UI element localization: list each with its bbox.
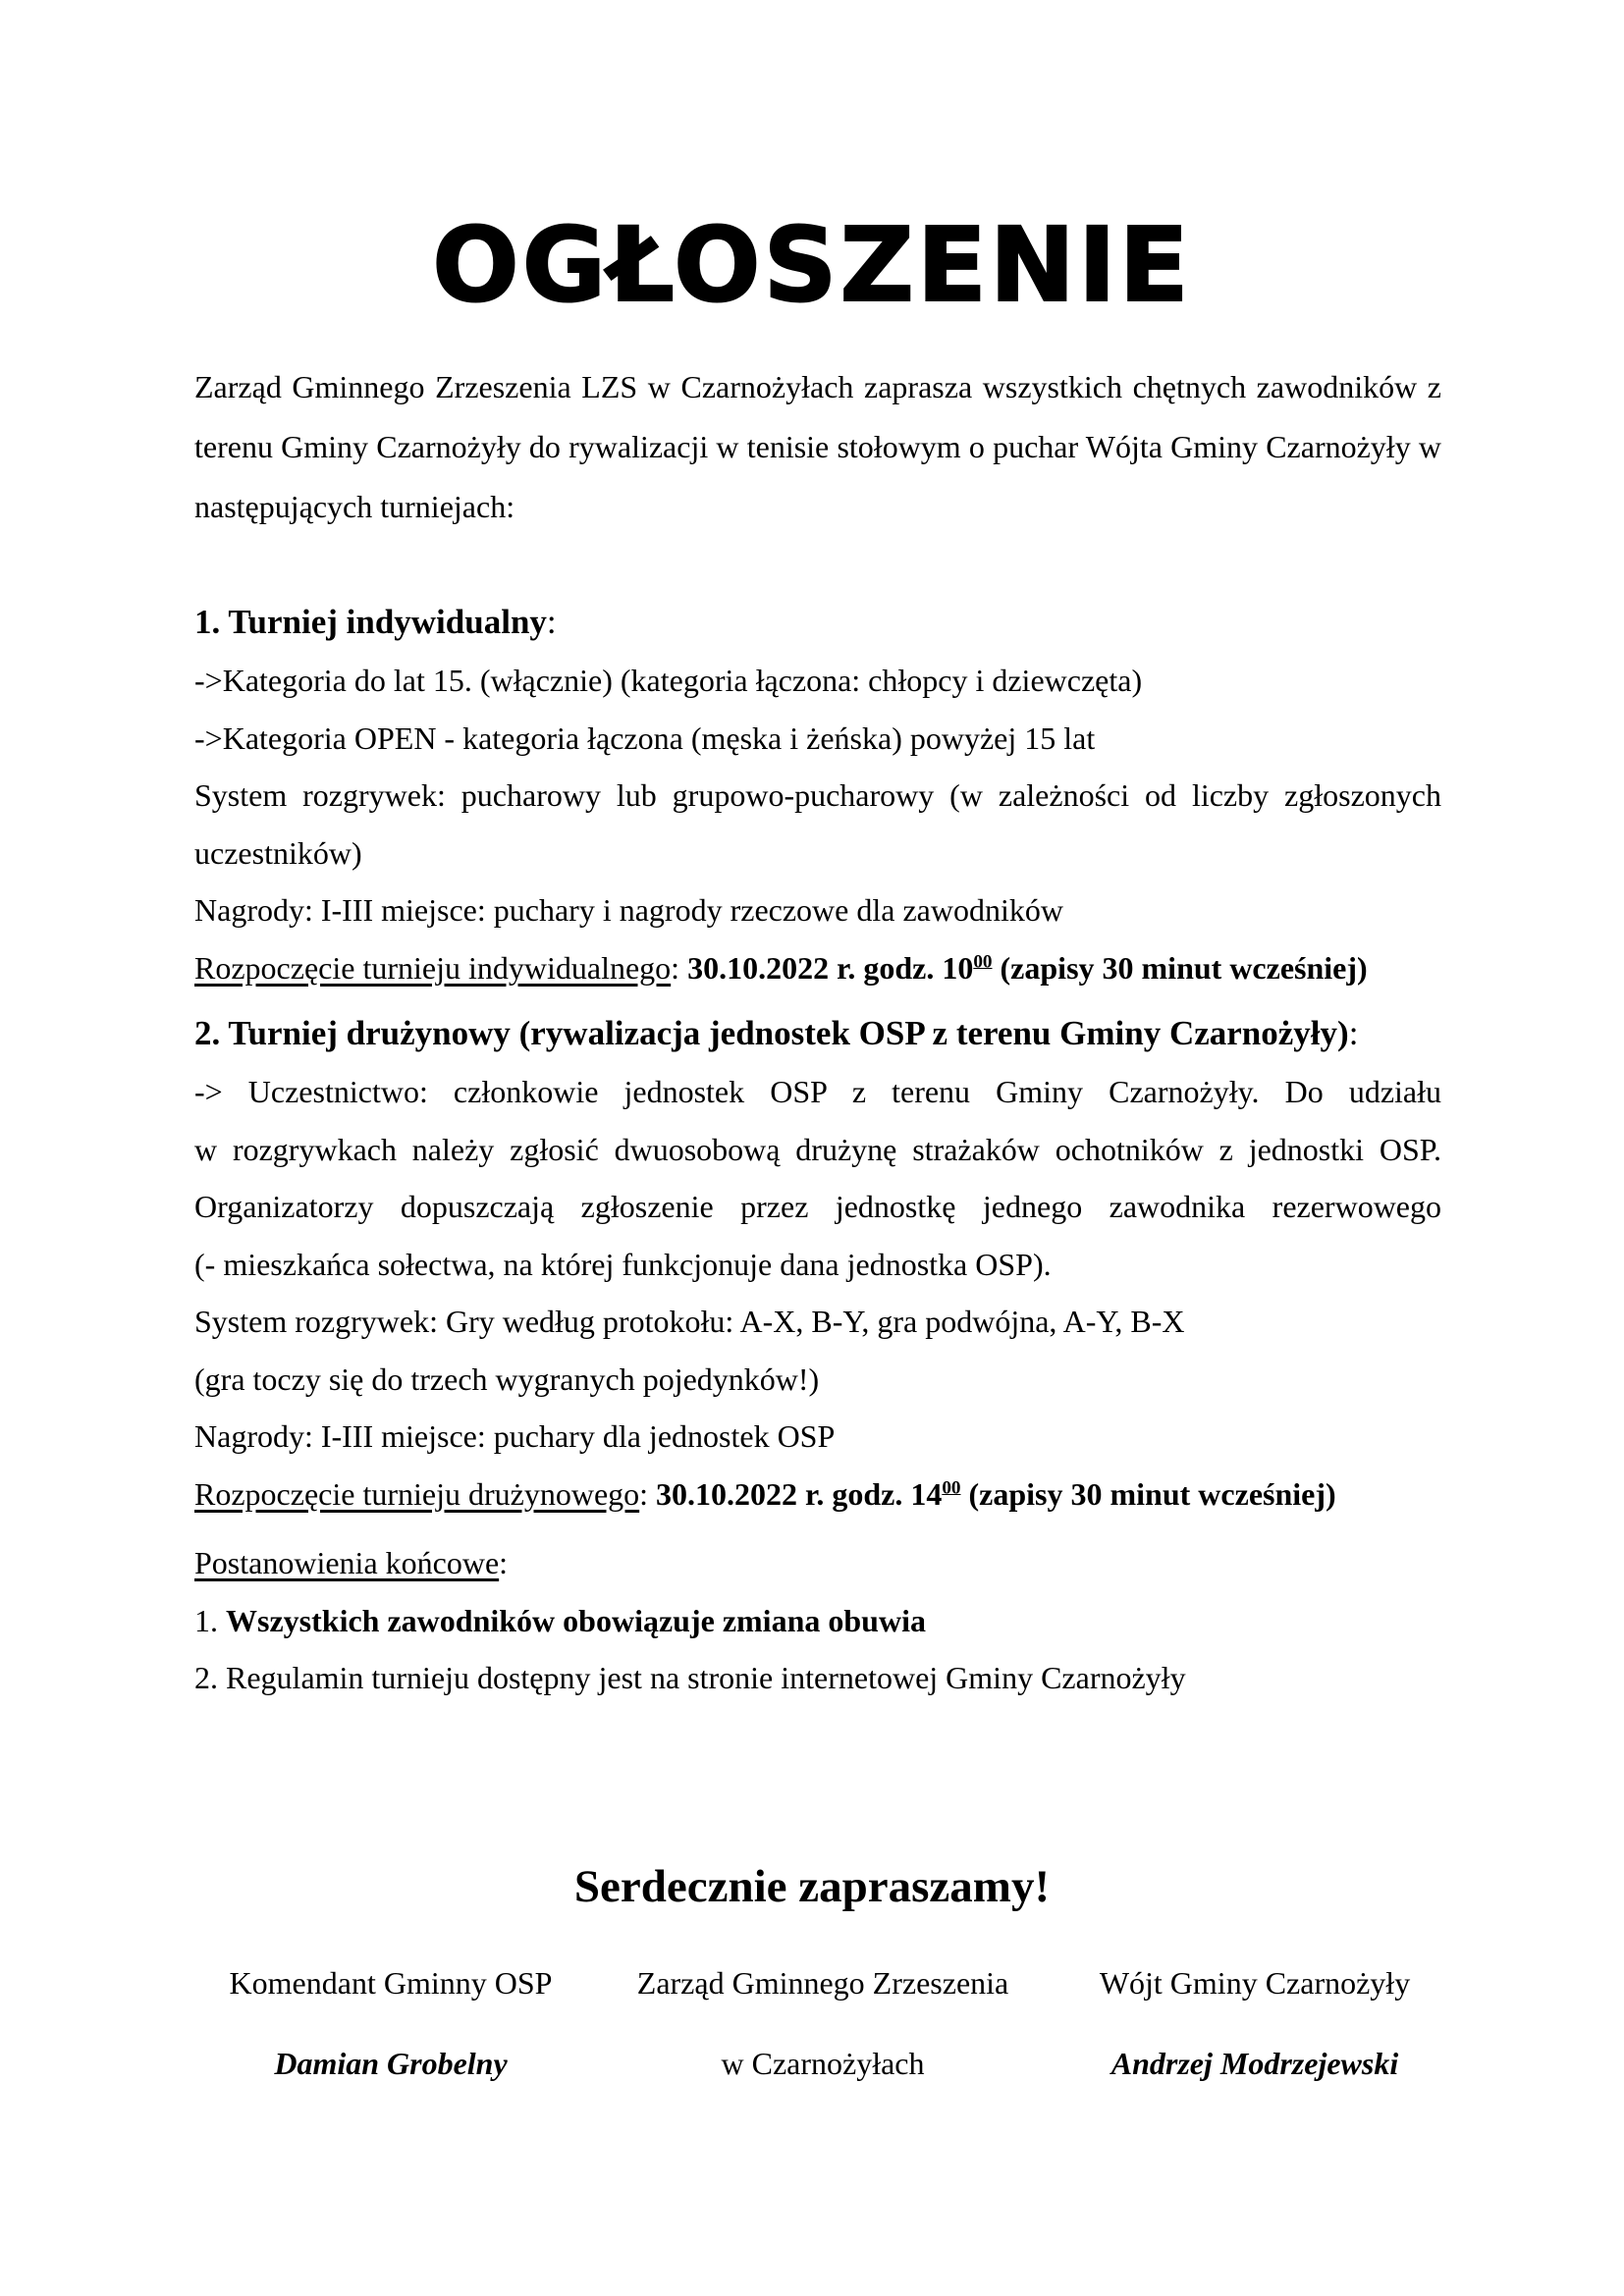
section-2-line: Organizatorzy dopuszczają zgłoszenie przez jednostkę jednego zawodnika rezerwowego — [194, 1189, 1441, 1224]
final-provision-item — [194, 1592, 1441, 1650]
signature-role: Komendant Gminny OSP — [229, 1965, 553, 2001]
section-2-start — [194, 1466, 1441, 1523]
signature-name: w Czarnożyłach — [721, 2046, 925, 2081]
section-2-heading-text: 2. Turniej drużynowy (rywalizacja jednostek OSP z terenu Gminy Czarnożyły) — [194, 1014, 1349, 1052]
section-1-start — [194, 939, 1441, 997]
section-1-start-label: Rozpoczęcie turnieju indywidualnego — [194, 949, 672, 986]
signature-role: Zarząd Gminnego Zrzeszenia — [636, 1965, 1009, 2001]
section-1-item: ->Kategoria OPEN - kategoria łączona (męska i żeńska) powyżej 15 lat — [194, 720, 1096, 756]
final-provision-item-text: Wszystkich zawodników obowiązuje zmiana obuwia — [226, 1602, 926, 1638]
signature-name: Damian Grobelny — [274, 2046, 508, 2081]
section-1-item: Nagrody: I-III miejsce: puchary i nagrody rzeczowe dla zawodników — [194, 892, 1063, 928]
section-2-heading — [194, 1004, 1441, 1063]
final-provision-item-number: 1. — [194, 1602, 226, 1638]
section-1-start-minutes: 00 — [973, 950, 993, 972]
intro-paragraph: Zarząd Gminnego Zrzeszenia LZS w Czarnożyłach zaprasza wszystkich chętnych zawodników z terenu Gminy Czarnożyły do rywalizacji w tenisie stołowym o puchar Wójta Gminy Czarnożyły w następujących turniejach: — [194, 369, 1441, 524]
section-2-line: w rozgrywkach należy zgłosić dwuosobową drużynę strażaków ochotników z jednostki OSP. — [194, 1131, 1441, 1167]
page-title: OGŁOSZENIE — [432, 205, 1192, 325]
final-provisions-heading-colon: : — [499, 1545, 509, 1580]
section-1-heading — [194, 593, 1441, 652]
section-1-start-colon: : — [671, 949, 680, 986]
document-body — [194, 357, 1441, 1707]
signature-block-mayor — [1049, 1961, 1461, 2085]
signature-role: Wójt Gminy Czarnożyły — [1099, 1965, 1411, 2001]
section-2-heading-colon: : — [1348, 1014, 1359, 1052]
section-2-start-label: Rozpoczęcie turnieju drużynowego — [194, 1475, 640, 1512]
final-provision-item: 2. Regulamin turnieju dostępny jest na stronie internetowej Gminy Czarnożyły — [194, 1660, 1186, 1695]
section-2-start-colon: : — [639, 1475, 649, 1512]
section-2-line: -> Uczestnictwo: członkowie jednostek OSP z terenu Gminy Czarnożyły. Do udziału — [194, 1074, 1441, 1109]
final-provisions-heading-text: Postanowienia końcowe — [194, 1545, 500, 1580]
section-1-start-date: 30.10.2022 r. godz. 10 — [679, 949, 974, 986]
section-2-line: (gra toczy się do trzech wygranych pojedynków!) — [194, 1361, 820, 1397]
section-1-heading-text: 1. Turniej indywidualny — [194, 603, 547, 641]
section-2-start-note: (zapisy 30 minut wcześniej) — [960, 1475, 1336, 1512]
final-provisions-heading — [194, 1534, 1441, 1592]
signature-block-fire-commander — [185, 1961, 597, 2085]
section-2-line: (- mieszkańca sołectwa, na której funkcjonuje dana jednostka OSP). — [194, 1246, 1052, 1282]
section-1-item: ->Kategoria do lat 15. (włącznie) (kategoria łączona: chłopcy i dziewczęta) — [194, 663, 1143, 698]
section-2-line: Nagrody: I-III miejsce: puchary dla jednostek OSP — [194, 1418, 836, 1454]
signature-name: Andrzej Modrzejewski — [1110, 2046, 1399, 2081]
section-1-start-note: (zapisy 30 minut wcześniej) — [992, 949, 1368, 986]
section-2-start-minutes: 00 — [942, 1476, 961, 1498]
section-2-line: System rozgrywek: Gry według protokołu: A-X, B-Y, gra podwójna, A-Y, B-X — [194, 1304, 1185, 1339]
section-2-start-date: 30.10.2022 r. godz. 14 — [648, 1475, 943, 1512]
closing-invitation: Serdecznie zapraszamy! — [573, 1861, 1051, 1912]
signature-block-lzs-board — [617, 1961, 1029, 2085]
section-1-item: System rozgrywek: pucharowy lub grupowo-pucharowy (w zależności od liczby zgłoszonych — [194, 777, 1441, 813]
section-1-heading-colon: : — [546, 603, 557, 641]
section-1-item: uczestników) — [194, 834, 362, 871]
